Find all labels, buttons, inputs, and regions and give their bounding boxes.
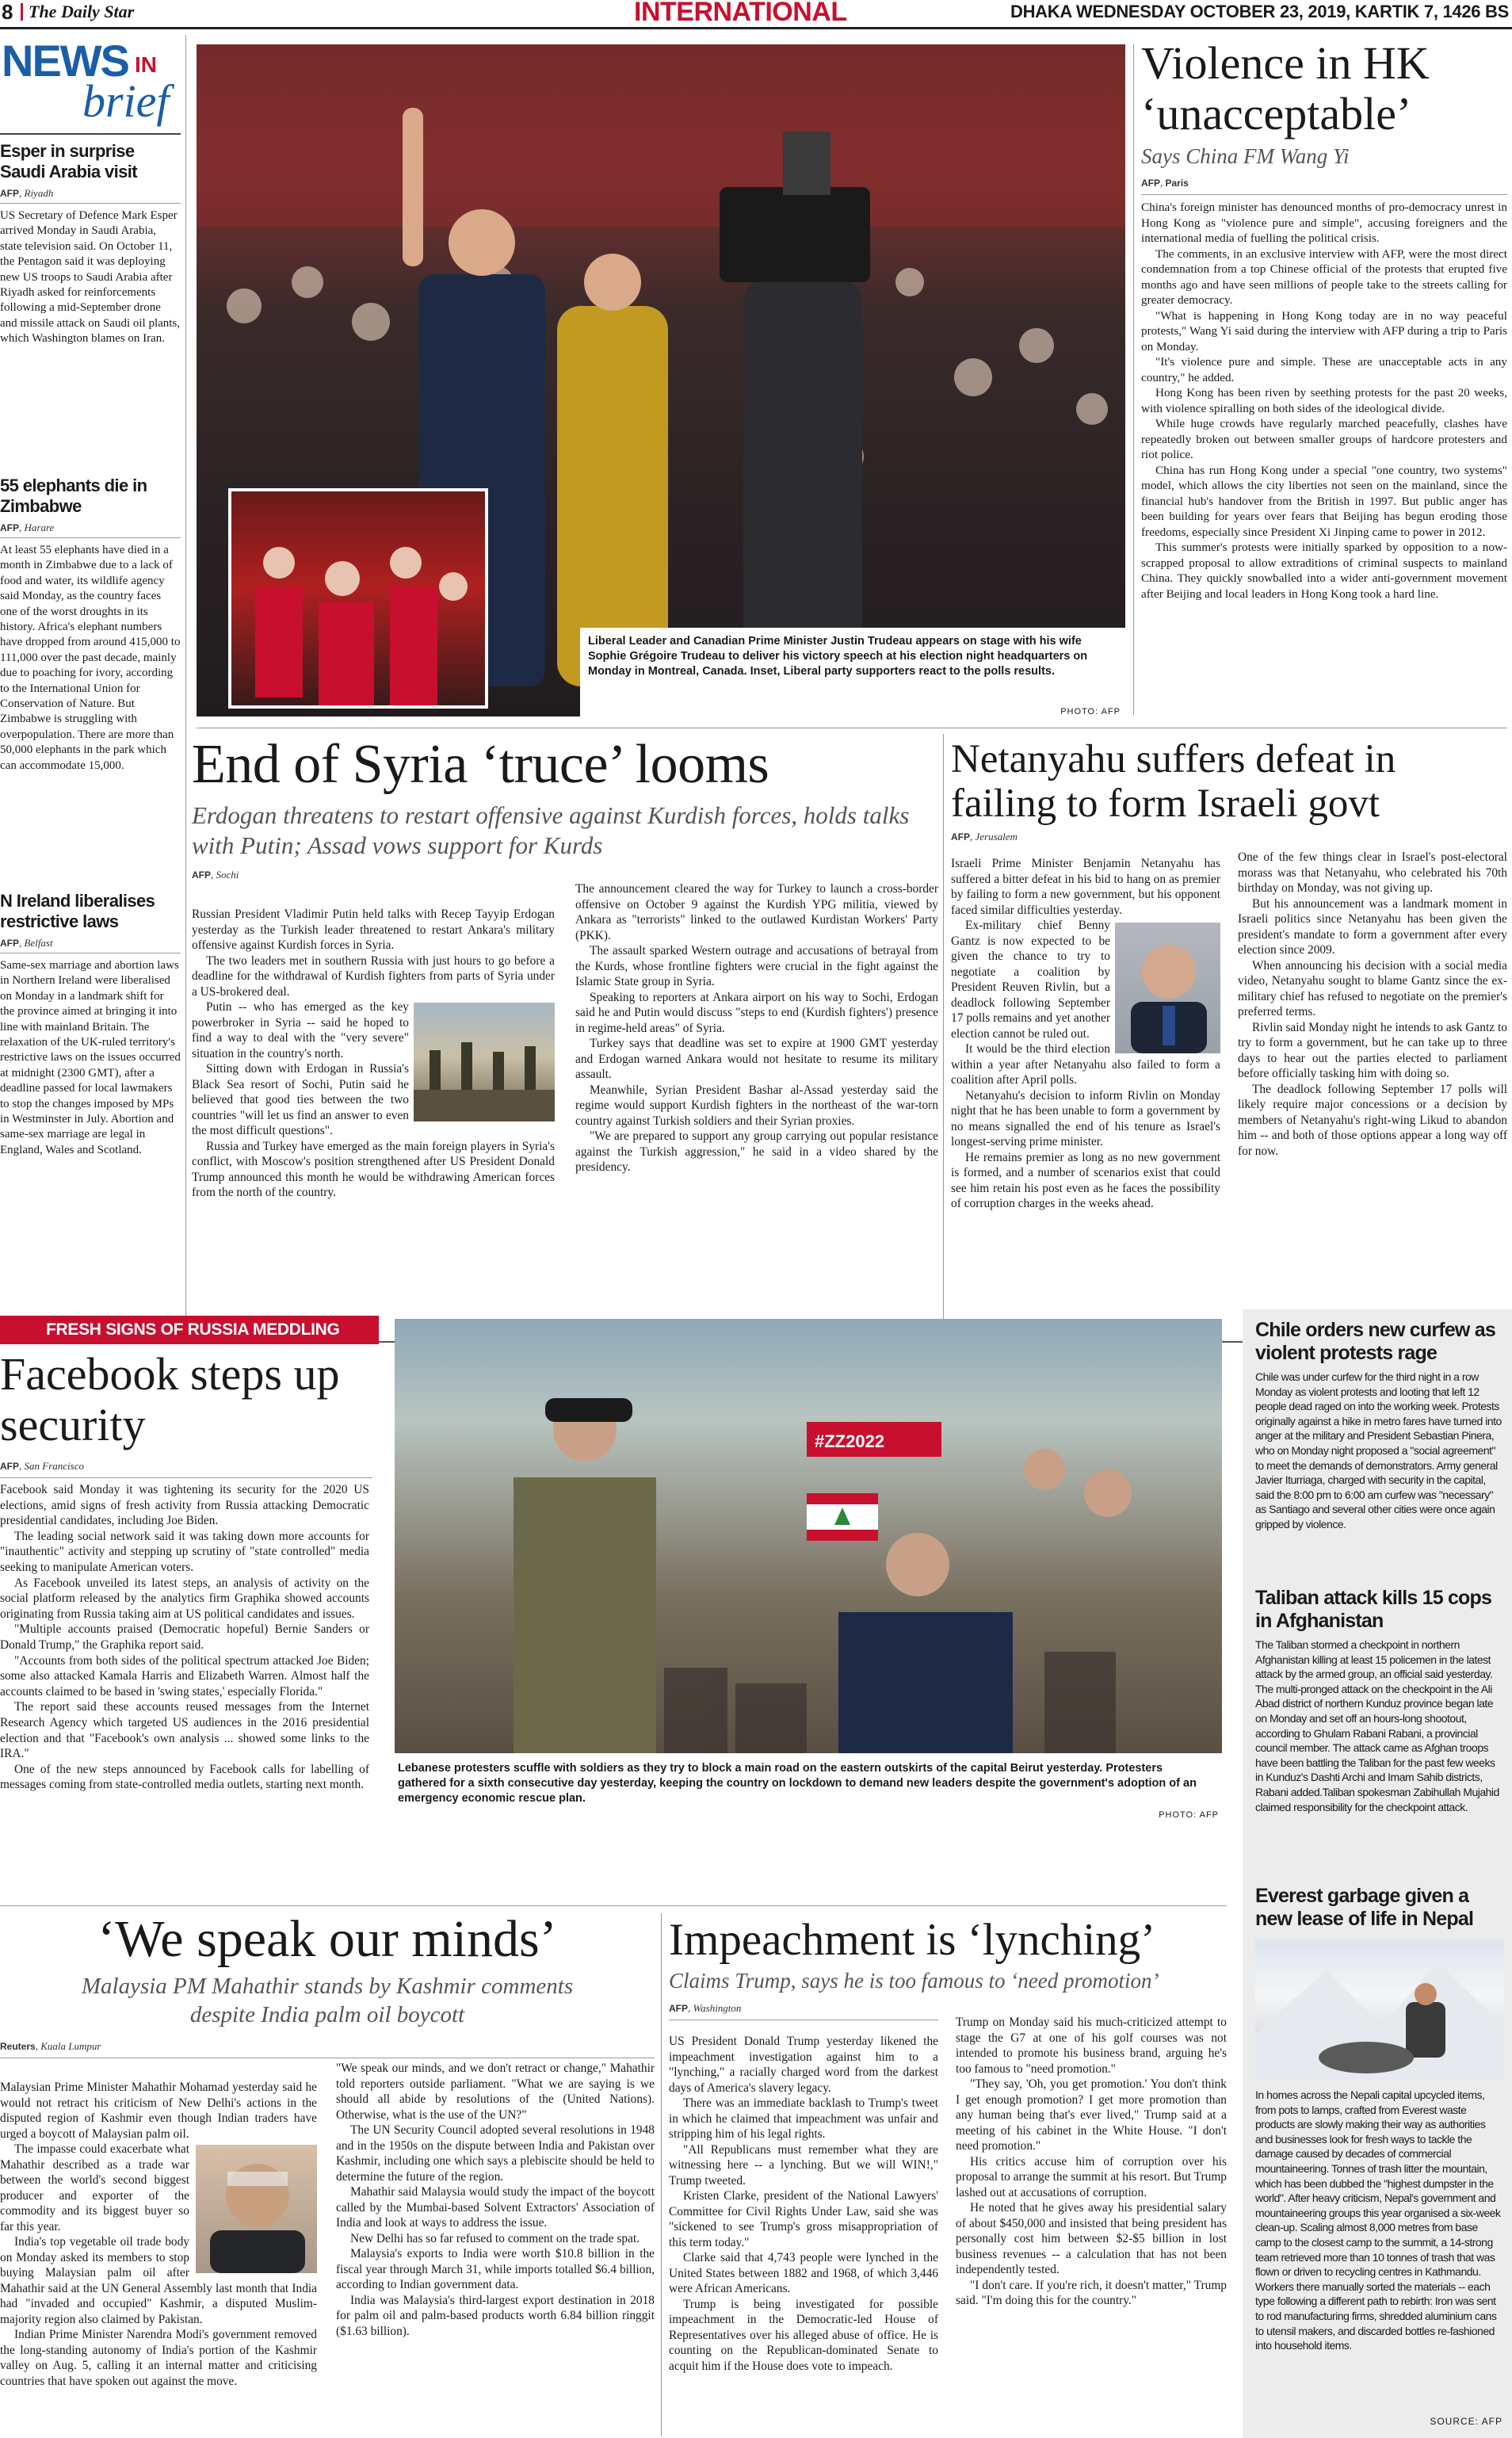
lebanon-photo-art <box>395 1319 1222 1821</box>
taliban-headline: Taliban attack kills 15 cops in Afghanistan <box>1255 1587 1492 1632</box>
trump-dateline: AFP, Washington <box>669 2002 742 2014</box>
lebanon-caption-box <box>395 1753 1222 1821</box>
brief-title-in: IN <box>135 52 157 77</box>
column-divider <box>1133 44 1134 715</box>
brief-item-body: At least 55 elephants have died in a month in Zimbabwe due to a lack of food and water, its wildlife agency said Monday, as the country faces one of the worst droughts in its history. Africa's elephant numbers have dropped from around 415,000 to 111,000 over the past decade, mainly due to poaching for ivory, according to the International Union for Conservation of Nature. But Zimbabwe is struggling with overpopulation. There are more than 50,000 elephants in the park which can accommodate 15,000. <box>0 544 181 772</box>
syria-body-col1: Russian President Vladimir Putin held talks with Recep Tayyip Erdogan yesterday as the Turkish leader threatened to restart Ankara's military offensive against Kurdish forces in Syria. The two leaders met in southern Russia with just hours to go before a deadline for the withdrawal of Kurdish fighters from parts of Syria under a US-brokered deal. Putin -- who has emerged as the key powerbroker in Syria -- said he hoped to find a way to deal with the "very severe" situation in the country's north. Sitting down with Erdogan in Russia's Black Sea resort of Sochi, Putin said he believed that good ties between the two countries "will let us find an answer to even the most difficult questions". Russia and Turkey have emerged as the main foreign players in Syria's conflict, with Moscow's position strengthened after US President Donald Trump announced this month he would be withdrawing American forces from the north of the country. <box>192 908 555 1199</box>
column-divider <box>943 734 944 1328</box>
syria-subhead: Erdogan threatens to restart offensive against Kurdish forces, holds talks with Putin; Assad vows support for Kurds <box>192 801 910 859</box>
mahathir-story <box>0 1910 655 2438</box>
trump-story <box>669 1915 1227 2438</box>
masthead-rule <box>0 27 1512 29</box>
hk-story <box>1141 38 1507 720</box>
netanyahu-headline: Netanyahu suffers defeat in failing to form Israeli govt <box>951 737 1396 826</box>
facebook-dateline: AFP, San Francisco <box>0 1460 84 1472</box>
section-rule <box>0 1905 1227 1906</box>
everest-body: In homes across the Nepali capital upcycled items, from pots to lamps, crafted from Everest waste products are slowly making their way as authorities and businesses look for fresh ways to tackle the damage caused by decades of commercial mountaineering. Tonnes of trash litter the mountain, which has been dubbed the "highest dumpster in the world". After heavy criticism, Nepal's government and mountaineering groups this year organised a six-week clean-up. Scaling almost 8,000 metres from base camp to the closest camp to the summit, a 14-strong team retrieved more than 10 tonnes of trash that was flown or driven to recycling centres in Kathmandu. Workers there manually sorted the materials -- each type following a different path to rebirth: Iron was sent to rod manufacturing firms, shredded aluminium cans to utensil makers, and discarded bottles re-fashioned into household items. <box>1255 2088 1501 2352</box>
taliban-body: The Taliban stormed a checkpoint in northern Afghanistan killing at least 15 policemen in the latest attack by the armed group, an official said yesterday. The multi-pronged attack on the checkpoint in the Ali Abad district of northern Kunduz province began late on Monday and set off an hours-long shootout, according to Ghulam Rabani Rabani, a provincial council member. The attack came as Afghan troops have been battling the Taliban for the past few weeks in Kunduz's Dashti Archi and Imam Sahib districts, Rabani added.Taliban spokesman Zabihullah Mujahid claimed responsibility for the checkpoint attack. <box>1255 1638 1499 1813</box>
everest-headline: Everest garbage given a new lease of life in Nepal <box>1255 1885 1474 1930</box>
lebanon-credit: PHOTO: AFP <box>1159 1810 1219 1820</box>
brief-item <box>0 141 181 347</box>
masthead <box>0 0 1512 27</box>
mahathir-headline: ‘We speak our minds’ <box>97 1910 557 1968</box>
mahathir-subhead: Malaysia PM Mahathir stands by Kashmir comments despite India palm oil boycott <box>81 1974 574 2027</box>
hk-subhead: Says China FM Wang Yi <box>1141 144 1350 168</box>
trudeau-credit: PHOTO: AFP <box>1060 707 1121 716</box>
column-divider <box>185 35 186 1335</box>
masthead-divider <box>21 3 23 21</box>
page-number: 8 <box>2 0 13 24</box>
trump-headline: Impeachment is ‘lynching’ <box>669 1915 1156 1965</box>
brief-item-head: N Ireland liberalises restrictive laws <box>0 891 155 931</box>
trump-body-col1: US President Donald Trump yesterday likened the impeachment investigation against him to a "lynching," a racially charged word from the darkest days of America's slavery legacy. There was an immediate backlash to Trump's tweet in which he claimed that impeachment was unfair and stripping him of his legal rights. "All Republicans must remember what they are witnessing here -- a lynching. But we will WIN!," Trump tweeted. Kristen Clarke, president of the National Lawyers' Committee for Civil Rights Under Law, said she was "sickened to see Trump's gross misappropriation of this term today." Clarke said that 4,743 people were lynched in the United States between 1882 and 1968, of which 3,446 were African Americans. Trump is being investigated for possible impeachment in the Democratic-led House of Representatives over his alleged abuse of office. He is counting on the Republican-dominated Senate to acquit him if the House does vote to impeach. <box>669 2035 938 2373</box>
brief-rule <box>0 133 181 135</box>
netanyahu-photo <box>1115 923 1220 1053</box>
brief-title-brief: brief <box>82 75 170 127</box>
everest-photo <box>1255 1939 1504 2080</box>
brief-item-body: US Secretary of Defence Mark Esper arrived Monday in Saudi Arabia, state television said. On October 11, the Pentagon said it was deploying new US troops to Saudi Arabia after Riyadh asked for reinforcements following a mid-September drone and missile attack on Saudi oil plants, which Washington blames on Iran. <box>0 209 181 346</box>
mahathir-dateline: Reuters, Kuala Lumpur <box>0 2040 101 2052</box>
netanyahu-body-col2: One of the few things clear in Israel's post-electoral morass was that Netanyahu, who celebrated his 70th birthday on Monday, was not giving up. But his announcement was a landmark moment in Israeli politics since Netanyahu has been given the president's mandate to form a government after every election since 2009. When announcing his decision with a social media video, Netanyahu sought to blame Gantz since the ex-military chief has refused to negotiate on the premier's preferred terms. Rivlin said Monday night he intends to ask Gantz to try to form a government, but he can take up to three days to hear out the parties elected to parliament before officially tasking him with doing so. The deadlock following September 17 polls will likely require major concessions or a decision by members of Netanyahu's right-wing Likud to abandon him -- and both of those options appear a long way off for now. <box>1238 850 1507 1158</box>
brief-item-dateline: AFP, Riyadh <box>0 187 54 199</box>
lebanon-caption: Lebanese protesters scuffle with soldiers as they try to block a main road on the eastern outskirts of the capital Beirut yesterday. Protesters gathered for a sixth consecutive day yesterday, keeping the country on lockdown to demand new leaders despite the government's adoption of an emergency economic rescue plan. <box>398 1762 1197 1805</box>
brief-item <box>0 891 181 1158</box>
world-sidebar <box>1243 1309 1512 2438</box>
brief-item-dateline: AFP, Harare <box>0 522 55 533</box>
lebanon-photo <box>395 1319 1222 1821</box>
everest-item <box>1255 1885 1504 2353</box>
brief-item-head: 55 elephants die in Zimbabwe <box>0 476 147 516</box>
chile-headline: Chile orders new curfew as violent protests rage <box>1255 1319 1495 1364</box>
syria-dateline: AFP, Sochi <box>192 869 239 881</box>
brief-item-dateline: AFP, Belfast <box>0 937 53 949</box>
mahathir-body-col1: Malaysian Prime Minister Mahathir Mohamad yesterday said he would not retract his criticism of New Delhi's actions in the disputed region of Kashmir even though Indian traders have urged a boycott of Malaysian palm oil. The impasse could exacerbate what Mahathir described as a trade war between the world's second biggest producer and exporter of the commodity and its biggest buyer so far this year. India's top vegetable oil trade body on Monday asked its members to stop buying Malaysian palm oil after Mahathir said at the UN General Assembly last month that India had "invaded and occupied" Kashmir, a disputed Muslim-majority region also claimed by Pakistan. Indian Prime Minister Narendra Modi's government removed the long-standing autonomy of India's portion of the Kashmir valley on Aug. 5, calling it an internal matter and criticising countries that have spoken out against the move. <box>0 2081 317 2388</box>
mahathir-photo <box>196 2145 317 2273</box>
trump-subhead: Claims Trump, says he is too famous to ‘need promotion’ <box>669 1969 1159 1993</box>
hk-dateline: AFP, Paris <box>1141 177 1189 189</box>
column-divider <box>661 1913 662 2436</box>
brief-item-head: Esper in surprise Saudi Arabia visit <box>0 141 137 182</box>
facebook-headline: Facebook steps up security <box>0 1348 340 1450</box>
hk-headline: Violence in HK ‘unacceptable’ <box>1141 37 1430 139</box>
trudeau-inset-photo <box>228 488 488 709</box>
news-in-brief <box>0 35 181 1335</box>
syria-body-col2: The announcement cleared the way for Turkey to launch a cross-border offensive on October 9 against the Kurdish YPG militia, viewed by Ankara as "terrorists" linked to the outlawed Kurdistan Workers' Party (PKK). The assault sparked Western outrage and accusations of betrayal from the Kurds, whose frontline fighters were crucial in the fight against the Islamic State group in Syria. Speaking to reporters at Ankara airport on his way to Sochi, Erdogan said he and Putin would discuss "steps to end (Kurdish fighters') presence in regime-held areas" of Syria. Turkey says that deadline was set to expire at 1900 GMT yesterday and Erdogan warned Ankara would not hesitate to resume its military assault. Meanwhile, Syrian President Bashar al-Assad yesterday said the regime would support Kurdish fighters in the northeast of the war-torn country against Turkish soldiers and their Syrian proxies. "We are prepared to support any group carrying out popular resistance against the Turkish aggression," he said in a video shared by the presidency. <box>575 882 938 1174</box>
netanyahu-dateline: AFP, Jerusalem <box>951 831 1018 843</box>
hk-body: China's foreign minister has denounced months of pro-democracy unrest in Hong Kong as "violence pure and simple", accusing foreigners and the international media of fuelling the political crisis. The comments, in an exclusive interview with AFP, were the most direct condemnation from a top Chinese official of the protests that erupted five months ago and have seen millions of people take to the streets calling for greater democracy. "What is happening in Hong Kong today are in no way peaceful protests," Wang Yi said during the interview with AFP during a trip to Paris on Monday. "It's violence pure and simple. These are unacceptable acts in any country," he added. Hong Kong has been riven by seething protests for the past 20 weeks, with violence spiralling on both sides of the ideological divide. While huge crowds have regularly marched peacefully, clashes have repeatedly broken out between smaller groups of hardcore protesters and riot police. China has run Hong Kong under a special "one country, two systems" model, which allows the city liberties not seen on the mainland, since the financial hub's handover from the British in 1997. But public anger has been building for years over fears that Beijing has begun eroding those freedoms, especially since President Xi Jinping came to power in 2012. This summer's protests were initially sparked by opposition to a now-scrapped proposal to allow extraditions of criminal suspects to mainland China. They quickly snowballed into a wider anti-government movement after Beijing and local leaders in Hong Kong took a hard line. <box>1141 201 1507 601</box>
everest-credit: SOURCE: AFP <box>1430 2416 1502 2427</box>
facebook-body: Facebook said Monday it was tightening its security for the 2020 US elections, amid signs of fresh activity from Russia attacking Democratic presidential candidates, including Joe Biden. The leading social network said it was taking down more accounts for "inauthentic" activity and stepping up scrutiny of "state controlled" media seeking to manipulate American voters. As Facebook unveiled its latest steps, an analysis of activity on the social platform released by the analytics firm Graphika showed accounts originating from Russia taking aim at US political candidates and issues. "Multiple accounts praised (Democratic hopeful) Bernie Sanders or Donald Trump," the Graphika report said. "Accounts from both sides of the political spectrum attacked Joe Biden; some also attacked Kamala Harris and Elizabeth Warren. Almost half the accounts claimed to be based in 'swing states,' especially Florida." The report said these accounts reused messages from the Internet Research Agency which targeted US audiences in the 2016 presidential election and that "Facebook's own analysis ... showed some links to the IRA." One of the new steps announced by Facebook calls for labelling of messages coming from state-controlled media outlets, starting next month. <box>0 1483 369 1792</box>
syria-photo <box>414 1003 555 1122</box>
brief-item-body: Same-sex marriage and abortion laws in Northern Ireland were liberalised on Monday in a landmark shift for the province aimed at bringing it into line with mainland Britain. The relaxation of the UK-ruled territory's restrictive laws on the issues occurred at midnight (2300 GMT), after a deadline passed for local lawmakers to stop the changes imposed by MPs in Westminster in July. Abortion and same-sex marriage are legal in England, Wales and Scotland. <box>0 959 181 1156</box>
syria-story <box>192 734 938 1328</box>
trump-body-col2: Trump on Monday said his much-criticized attempt to stage the G7 at one of his golf courses was not intended to promote his business brand, arguing he's too famous to "need promotion." "They say, 'Oh, you get promotion.' You don't think I get enough promotion? I get more promotion than any human being that's ever lived," Trump said at a meeting of his cabinet in the White House. "I don't need promotion." His critics accuse him of corruption over his proposal to arrange the summit at his resort. But Trump lashed out at accusations of corruption. He noted that he gives away his presidential salary of about $450,000 and insisted that being president has personally cost him between $2-$5 billion in lost business revenues -- a calculation that has not been independently tested. "I don't care. If you're rich, it doesn't matter," Trump said. "I'm doing this for the country." <box>956 2016 1227 2307</box>
section-title: INTERNATIONAL <box>634 0 847 27</box>
brief-item <box>0 476 181 774</box>
trudeau-photo <box>197 44 1125 716</box>
taliban-item <box>1255 1587 1504 1814</box>
brief-title <box>0 35 181 130</box>
paper-logo: The Daily Star <box>29 2 135 21</box>
syria-headline: End of Syria ‘truce’ looms <box>192 734 769 795</box>
chile-body: Chile was under curfew for the third night in a row Monday as violent protests and looting that left 12 people dead raged on into the working week. Protests originally against a hike in metro fares have turned into anger at the military and President Sebastian Pinera, who on Monday night proposed a "social agreement" to meet the demands of demonstrators. Army general Javier Iturriaga, charged with security in the capital, said the 8:00 pm to 6:00 am curfew was "necessary" as Santiago and several other cities were once again gripped by violence. <box>1255 1370 1502 1530</box>
facebook-kicker: FRESH SIGNS OF RUSSIA MEDDLING <box>0 1316 379 1344</box>
facebook-story <box>0 1316 377 1886</box>
chile-item <box>1255 1319 1504 1532</box>
brief-title-news: NEWS <box>2 36 128 86</box>
trudeau-caption-box <box>580 628 1125 716</box>
netanyahu-story <box>951 737 1507 1328</box>
lebanon-banner: #ZZ2022 <box>815 1431 885 1451</box>
masthead-dateline: DHAKA WEDNESDAY OCTOBER 23, 2019, KARTIK 7, 1426 BS <box>1010 2 1509 21</box>
trudeau-caption: Liberal Leader and Canadian Prime Minister Justin Trudeau appears on stage with his wife Sophie Grégoire Trudeau to deliver his victory speech at his election night headquarters on Monday in Montreal, Canada. Inset, Liberal party supporters react to the polls results. <box>588 635 1088 678</box>
mahathir-body-col2: "We speak our minds, and we don't retract or change," Mahathir told reporters outside parliament. "What we are saying is we should all abide by resolutions of the (United Nations). Otherwise, what is the use of the UN?" The UN Security Council adopted several resolutions in 1948 and in the 1950s on the dispute between India and Pakistan over Kashmir, including one which says a plebiscite should be held to determine the future of the region. Mahathir said Malaysia would study the impact of the boycott called by the Mumbai-based Solvent Extractors' Association of India and look at ways to address the issue. New Delhi has so far refused to comment on the trade spat. Malaysia's exports to India were worth $10.8 billion in the fiscal year through March 31, while imports totalled $6.4 billion, according to Indian government data. India was Malaysia's third-largest export destination in 2018 for palm oil and palm-based products worth 6.84 billion ringgit ($1.63 billion). <box>336 2062 655 2338</box>
netanyahu-body-col1: Israeli Prime Minister Benjamin Netanyahu has suffered a bitter defeat in his bid to hang on as premier by failing to form a new government, but his opponent faced similar difficulties yesterday. Ex-military chief Benny Gantz is now expected to be given the chance to try to negotiate a coalition by President Reuven Rivlin, but a deadlock following September 17 polls remains and yet another election cannot be ruled out. It would be the third election within a year after Netanyahu also failed to form a coalition after April polls. Netanyahu's decision to inform Rivlin on Monday night that he has been unable to form a government by no means signalled the end of his tenure as Israel's longest-serving prime minister. He remains premier as long as no new government is formed, and a number of scenarios exist that could see him retain his post even as he faces the possibility of corruption charges in the weeks ahead. <box>951 857 1220 1210</box>
